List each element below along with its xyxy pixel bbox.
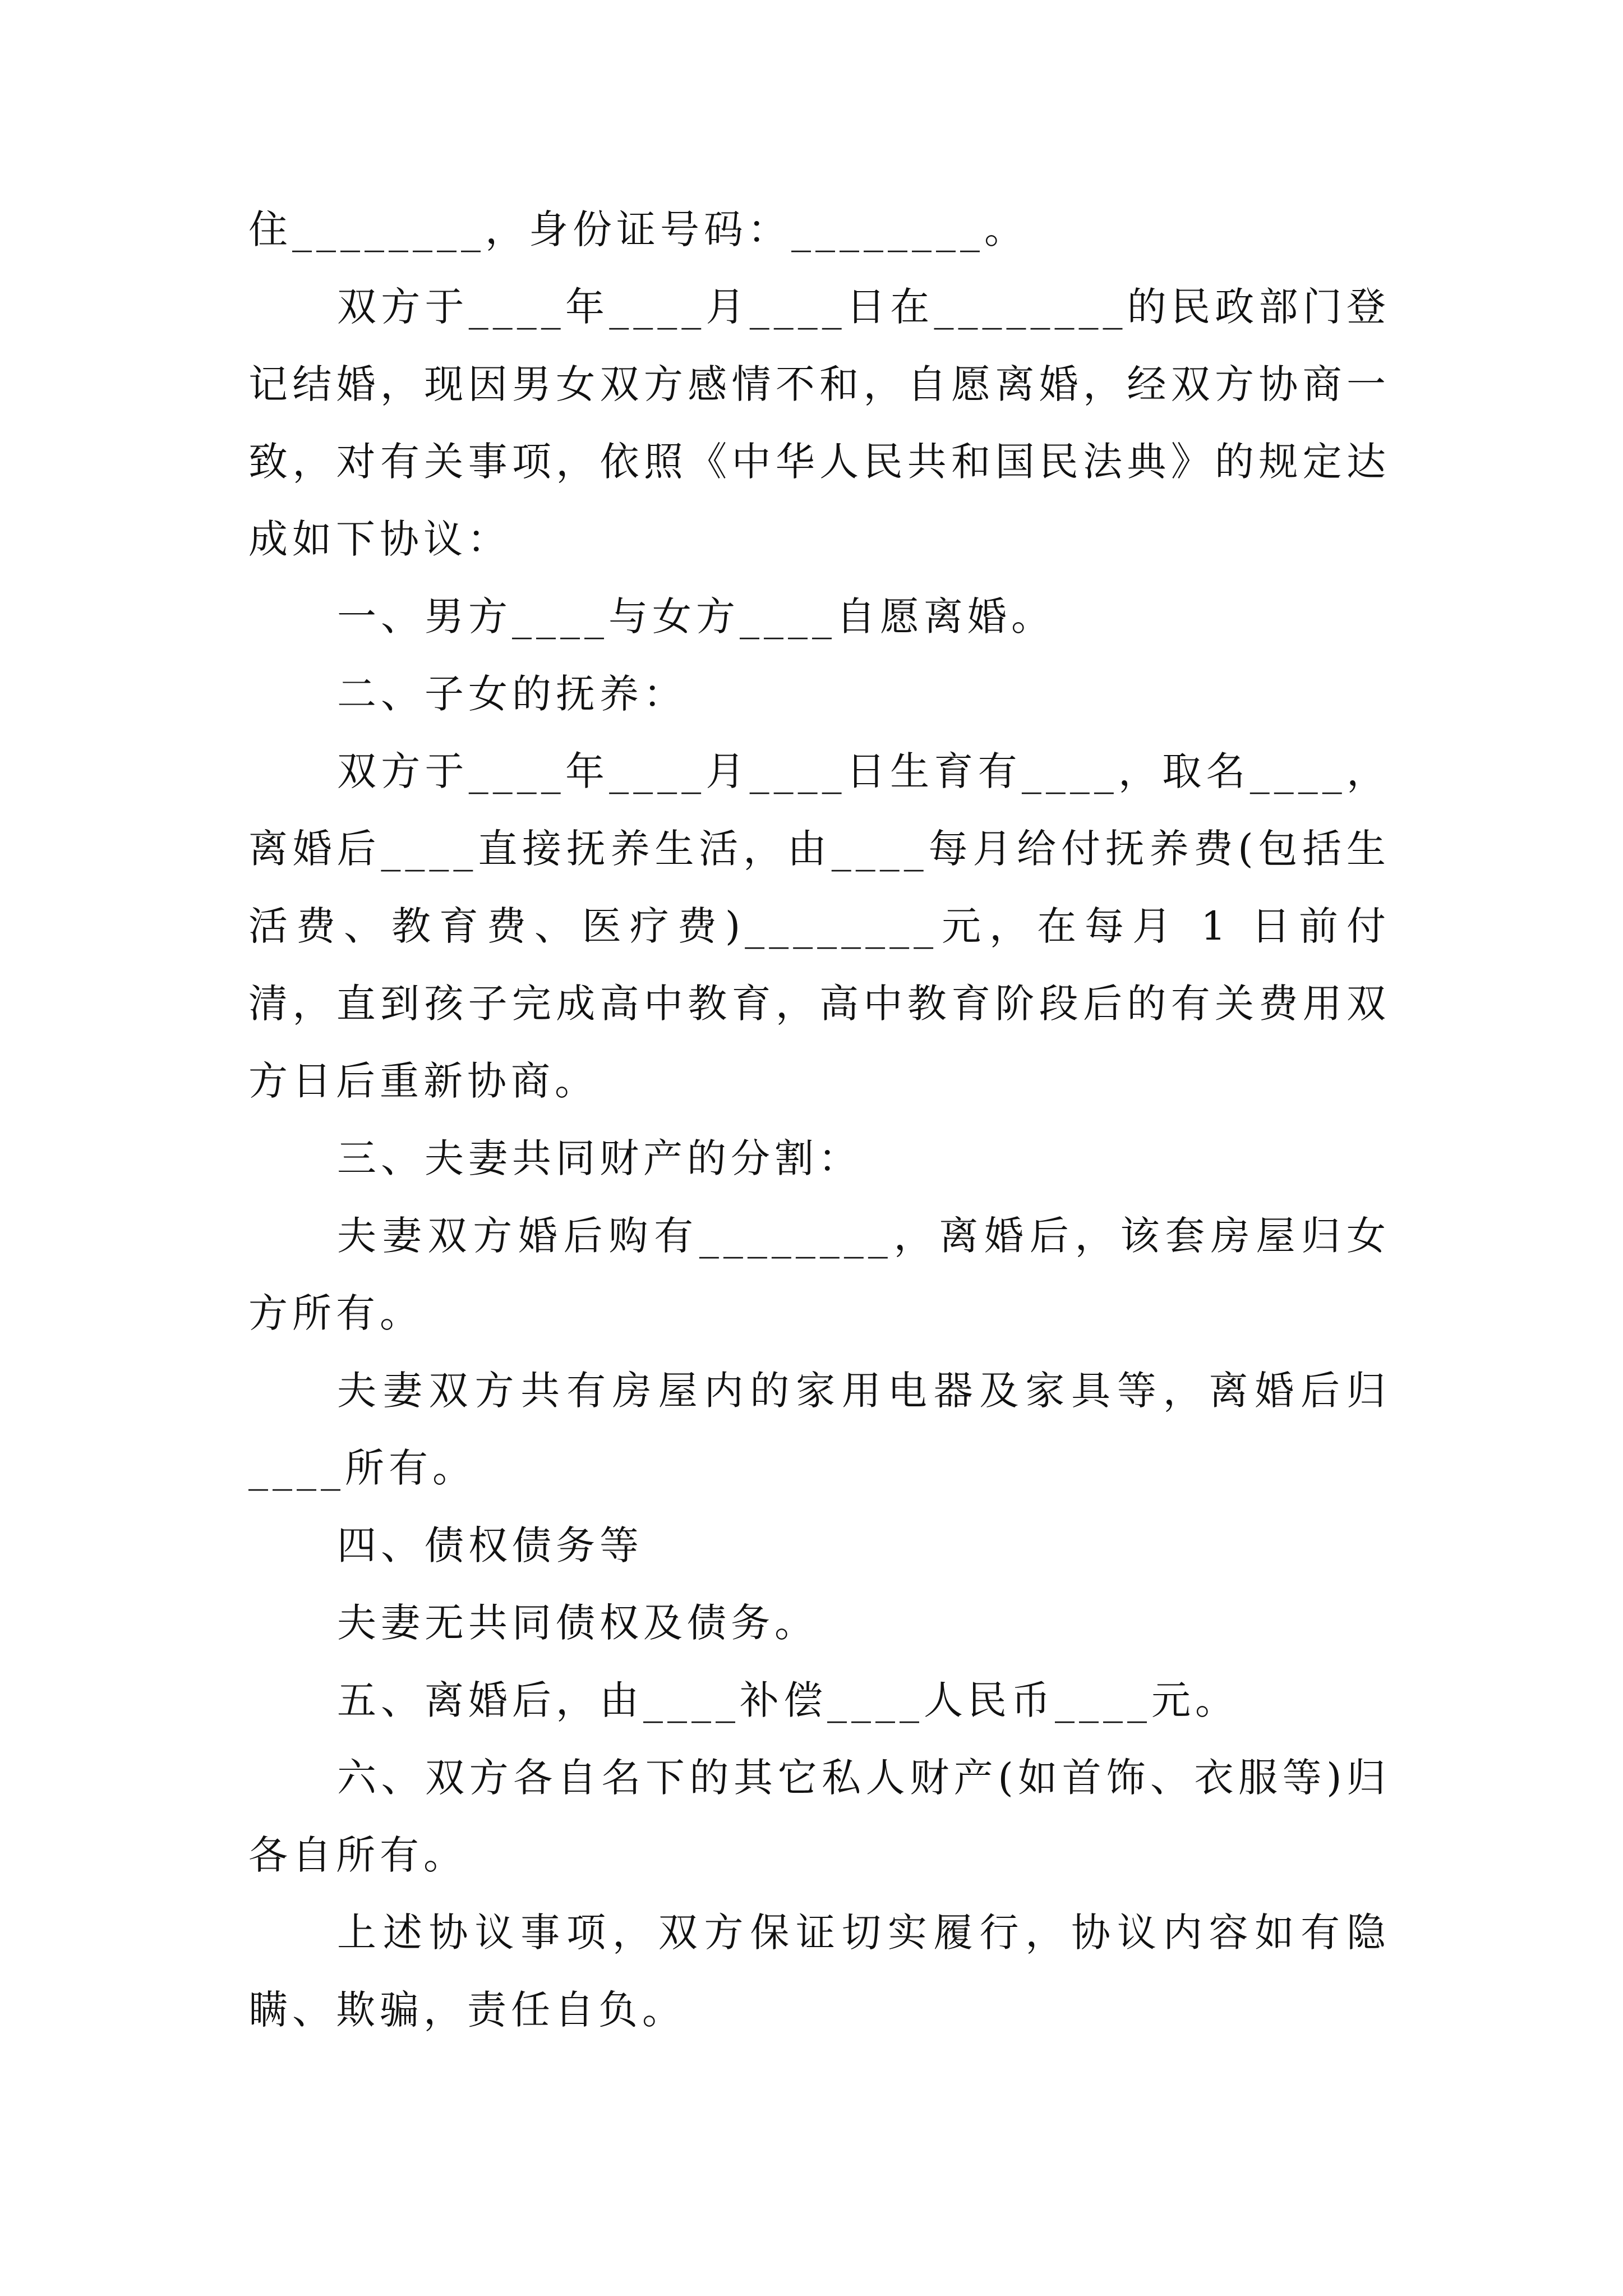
paragraph-clause-2-heading: 二、子女的抚养： bbox=[337, 671, 687, 717]
paragraph-house: 夫妻双方婚后购有________，离婚后，该套房屋归女方所有。 bbox=[248, 1213, 1390, 1336]
paragraph-guarantee: 上述协议事项，双方保证切实履行，协议内容如有隐瞒、欺骗，责任自负。 bbox=[248, 1910, 1390, 2033]
paragraph-address-id: 住________，身份证号码：________。 bbox=[248, 206, 1028, 252]
paragraph-clause-5-compensation: 五、离婚后，由____补偿____人民币____元。 bbox=[337, 1677, 1239, 1723]
paragraph-clause-4-heading: 四、债权债务等 bbox=[337, 1522, 643, 1568]
paragraph-clause-1-divorce: 一、男方____与女方____自愿离婚。 bbox=[337, 593, 1055, 639]
paragraph-appliances: 夫妻双方共有房屋内的家用电器及家具等，离婚后归____所有。 bbox=[248, 1368, 1390, 1491]
paragraph-clause-3-heading: 三、夫妻共同财产的分割： bbox=[337, 1135, 862, 1181]
paragraph-clause-6-private-property: 六、双方各自名下的其它私人财产(如首饰、衣服等)归各自所有。 bbox=[248, 1755, 1390, 1878]
paragraph-marriage-registration: 双方于____年____月____日在________的民政部门登记结婚，现因男女双方感情不和，自愿离婚，经双方协商一致，对有关事项，依照《中华人民共和国民法典》的规定达成如下协议： bbox=[248, 284, 1390, 562]
agreement-body bbox=[248, 191, 1390, 2049]
paragraph-no-debts: 夫妻无共同债权及债务。 bbox=[337, 1600, 818, 1646]
paragraph-child-support: 双方于____年____月____日生育有____，取名____，离婚后____直接抚养生活，由____每月给付抚养费(包括生活费、教育费、医疗费)________元，在每月 1 日前付清，直到孩子完成高中教育，高中教育阶段后的有关费用双方日后重新协商。 bbox=[248, 748, 1390, 1104]
